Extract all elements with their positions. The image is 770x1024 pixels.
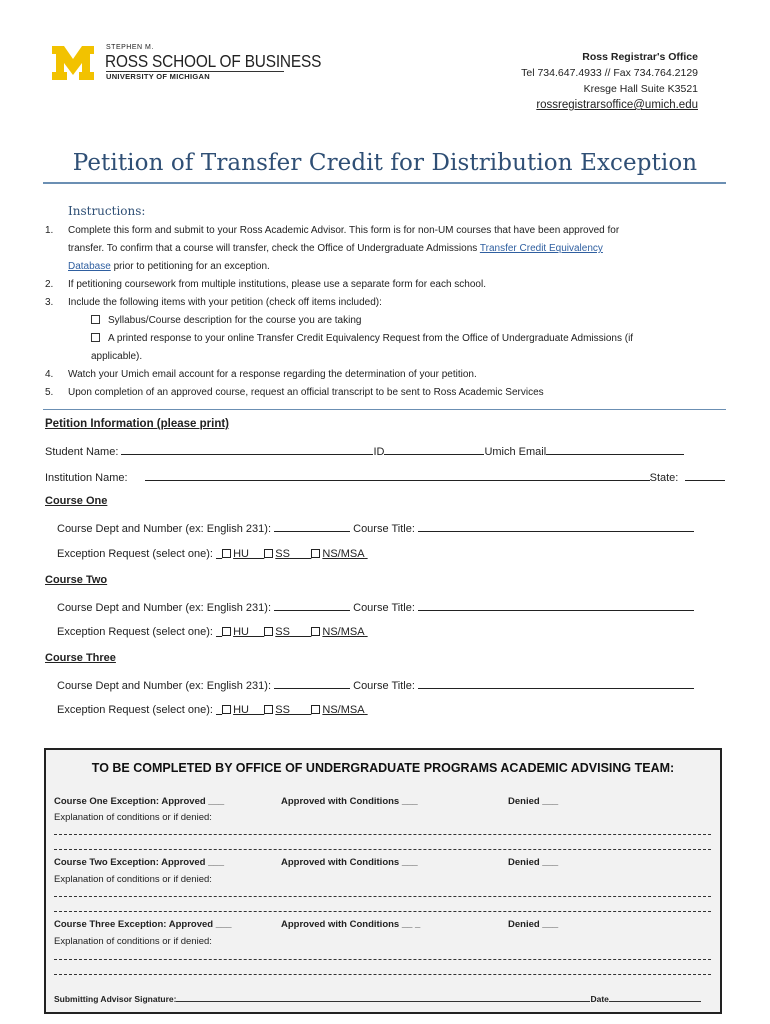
ns-checkbox-icon[interactable] bbox=[311, 627, 320, 636]
student-name-label: Student Name: bbox=[45, 446, 119, 458]
list-text: If petitioning coursework from multiple institutions, please use a separate form for each school. bbox=[68, 279, 486, 290]
course-two-conditions: Approved with Conditions ___ bbox=[281, 857, 418, 868]
institution-row bbox=[45, 470, 725, 484]
course-dept-label: Course Dept and Number (ex: English 231): bbox=[57, 523, 271, 535]
university-m-logo bbox=[52, 46, 94, 80]
hu-option: HU bbox=[233, 626, 249, 638]
course-three-conditions: Approved with Conditions __ _ bbox=[281, 919, 421, 930]
id-label: ID bbox=[373, 446, 385, 458]
list-text: Watch your Umich email account for a response regarding the determination of your petition. bbox=[68, 369, 477, 380]
list-text: Include the following items with your petition (check off items included): bbox=[68, 297, 382, 308]
checklist-item bbox=[68, 312, 725, 330]
page-title: Petition of Transfer Credit for Distribution Exception bbox=[72, 150, 698, 176]
checklist-text: Syllabus/Course description for the course you are taking bbox=[108, 315, 362, 326]
institution-field[interactable] bbox=[145, 470, 650, 481]
course-one-explain-label: Explanation of conditions or if denied: bbox=[54, 812, 212, 823]
course-title-label: Course Title: bbox=[353, 680, 415, 692]
checkbox-icon[interactable] bbox=[91, 333, 100, 342]
course-two-explain-label: Explanation of conditions or if denied: bbox=[54, 874, 212, 885]
hu-option: HU bbox=[233, 548, 249, 560]
student-row bbox=[45, 444, 684, 458]
exception-label: Exception Request (select one): bbox=[57, 548, 213, 560]
exception-options bbox=[216, 626, 368, 638]
office-address: Kresge Hall Suite K3521 bbox=[583, 83, 698, 95]
course-one-explain-line[interactable] bbox=[54, 849, 711, 851]
course-dept-field[interactable] bbox=[274, 678, 350, 689]
office-phone: Tel 734.647.4933 // Fax 734.764.2129 bbox=[521, 67, 698, 79]
list-text: Complete this form and submit to your Ross Academic Advisor. This form is for non-UM courses that have been approved for bbox=[68, 225, 620, 236]
hu-option: HU bbox=[233, 704, 249, 716]
list-number: 5. bbox=[45, 387, 54, 398]
course-two-approved: Course Two Exception: Approved ___ bbox=[54, 857, 224, 868]
course-two-dept-row bbox=[57, 600, 694, 614]
student-name-field[interactable] bbox=[121, 444, 373, 455]
institution-label: Institution Name: bbox=[45, 472, 128, 484]
transfer-credit-link[interactable]: Transfer Credit Equivalency bbox=[479, 243, 603, 254]
ns-option: NS/MSA bbox=[322, 626, 365, 638]
course-two-explain-line[interactable] bbox=[54, 911, 711, 913]
instructions-divider bbox=[43, 409, 726, 410]
ns-checkbox-icon[interactable] bbox=[311, 549, 320, 558]
course-three-explain-line[interactable] bbox=[54, 959, 711, 961]
office-title: Ross Registrar's Office bbox=[582, 51, 698, 63]
list-item bbox=[45, 366, 725, 384]
petition-heading: Petition Information (please print) bbox=[45, 418, 230, 430]
course-one-heading: Course One bbox=[45, 495, 108, 507]
course-title-field[interactable] bbox=[418, 678, 694, 689]
umich-email-field[interactable] bbox=[546, 444, 684, 455]
transfer-credit-link-cont[interactable]: Database bbox=[68, 261, 111, 272]
course-one-approved: Course One Exception: Approved ___ bbox=[54, 796, 225, 807]
office-email-link[interactable]: rossregistrarsoffice@umich.edu bbox=[536, 99, 698, 111]
list-text: Upon completion of an approved course, request an official transcript to be sent to Ross Academic Services bbox=[68, 387, 544, 398]
course-title-field[interactable] bbox=[418, 600, 694, 611]
signature-row bbox=[54, 994, 701, 1004]
title-divider bbox=[43, 182, 726, 184]
date-field[interactable] bbox=[609, 1001, 701, 1002]
course-dept-label: Course Dept and Number (ex: English 231): bbox=[57, 602, 271, 614]
course-one-explain-line[interactable] bbox=[54, 834, 711, 836]
office-use-heading: TO BE COMPLETED BY OFFICE OF UNDERGRADUATE PROGRAMS ACADEMIC ADVISING TEAM: bbox=[91, 761, 675, 775]
list-item bbox=[45, 276, 725, 294]
course-one-dept-row bbox=[57, 521, 694, 535]
list-number: 2. bbox=[45, 279, 54, 290]
course-three-denied: Denied ___ bbox=[508, 919, 559, 930]
course-title-field[interactable] bbox=[418, 521, 694, 532]
course-one-conditions: Approved with Conditions ___ bbox=[281, 796, 418, 807]
instructions-list bbox=[45, 222, 725, 402]
ss-option: SS bbox=[275, 626, 290, 638]
id-field[interactable] bbox=[384, 444, 484, 455]
course-three-dept-row bbox=[57, 678, 694, 692]
hu-checkbox-icon[interactable] bbox=[222, 549, 231, 558]
signature-label: Submitting Advisor Signature: bbox=[54, 994, 177, 1004]
exception-options bbox=[216, 704, 368, 716]
registrar-contact-block bbox=[521, 49, 698, 113]
course-title-label: Course Title: bbox=[353, 523, 415, 535]
list-item bbox=[45, 384, 725, 402]
ss-checkbox-icon[interactable] bbox=[264, 627, 273, 636]
logo-stephen-text: STEPHEN M. bbox=[106, 44, 154, 51]
list-number: 3. bbox=[45, 297, 54, 308]
ss-checkbox-icon[interactable] bbox=[264, 549, 273, 558]
course-two-heading: Course Two bbox=[45, 574, 108, 586]
hu-checkbox-icon[interactable] bbox=[222, 705, 231, 714]
course-one-exception-row bbox=[57, 548, 368, 560]
course-dept-field[interactable] bbox=[274, 600, 350, 611]
ns-option: NS/MSA bbox=[322, 704, 365, 716]
course-three-explain-label: Explanation of conditions or if denied: bbox=[54, 936, 212, 947]
ss-option: SS bbox=[275, 704, 290, 716]
course-three-heading: Course Three bbox=[45, 652, 116, 664]
state-label: State: bbox=[649, 472, 679, 484]
course-one-denied: Denied ___ bbox=[508, 796, 559, 807]
course-dept-field[interactable] bbox=[274, 521, 350, 532]
checklist-text: applicable). bbox=[91, 351, 143, 362]
list-number: 4. bbox=[45, 369, 54, 380]
list-text: transfer. To confirm that a course will transfer, check the Office of Undergraduate Admissions bbox=[68, 243, 480, 254]
course-three-exception-row bbox=[57, 704, 368, 716]
exception-options bbox=[216, 548, 368, 560]
logo-university-text: UNIVERSITY OF MICHIGAN bbox=[106, 72, 210, 81]
date-label: Date bbox=[590, 994, 609, 1004]
ss-option: SS bbox=[275, 548, 290, 560]
state-field[interactable] bbox=[685, 470, 725, 481]
course-two-exception-row bbox=[57, 626, 368, 638]
list-text: prior to petitioning for an exception. bbox=[110, 261, 270, 272]
course-two-denied: Denied ___ bbox=[508, 857, 559, 868]
list-item bbox=[45, 294, 725, 366]
umich-email-label: Umich Email bbox=[484, 446, 547, 458]
checklist-text: A printed response to your online Transfer Credit Equivalency Request from the Office of Undergraduate Admissions (if bbox=[108, 333, 634, 344]
course-three-explain-line[interactable] bbox=[54, 974, 711, 976]
course-three-approved: Course Three Exception: Approved ___ bbox=[54, 919, 232, 930]
ns-option: NS/MSA bbox=[322, 548, 365, 560]
checklist-item bbox=[68, 330, 725, 366]
logo-ross-text: ROSS SCHOOL OF BUSINESS bbox=[105, 51, 322, 71]
list-item bbox=[45, 222, 725, 276]
exception-label: Exception Request (select one): bbox=[57, 626, 213, 638]
ns-checkbox-icon[interactable] bbox=[311, 705, 320, 714]
hu-checkbox-icon[interactable] bbox=[222, 627, 231, 636]
instructions-heading: Instructions: bbox=[68, 204, 146, 218]
course-two-explain-line[interactable] bbox=[54, 896, 711, 898]
checkbox-icon[interactable] bbox=[91, 315, 100, 324]
list-number: 1. bbox=[45, 225, 54, 236]
signature-field[interactable] bbox=[176, 1001, 590, 1002]
ss-checkbox-icon[interactable] bbox=[264, 705, 273, 714]
course-title-label: Course Title: bbox=[353, 602, 415, 614]
course-dept-label: Course Dept and Number (ex: English 231): bbox=[57, 680, 271, 692]
exception-label: Exception Request (select one): bbox=[57, 704, 213, 716]
